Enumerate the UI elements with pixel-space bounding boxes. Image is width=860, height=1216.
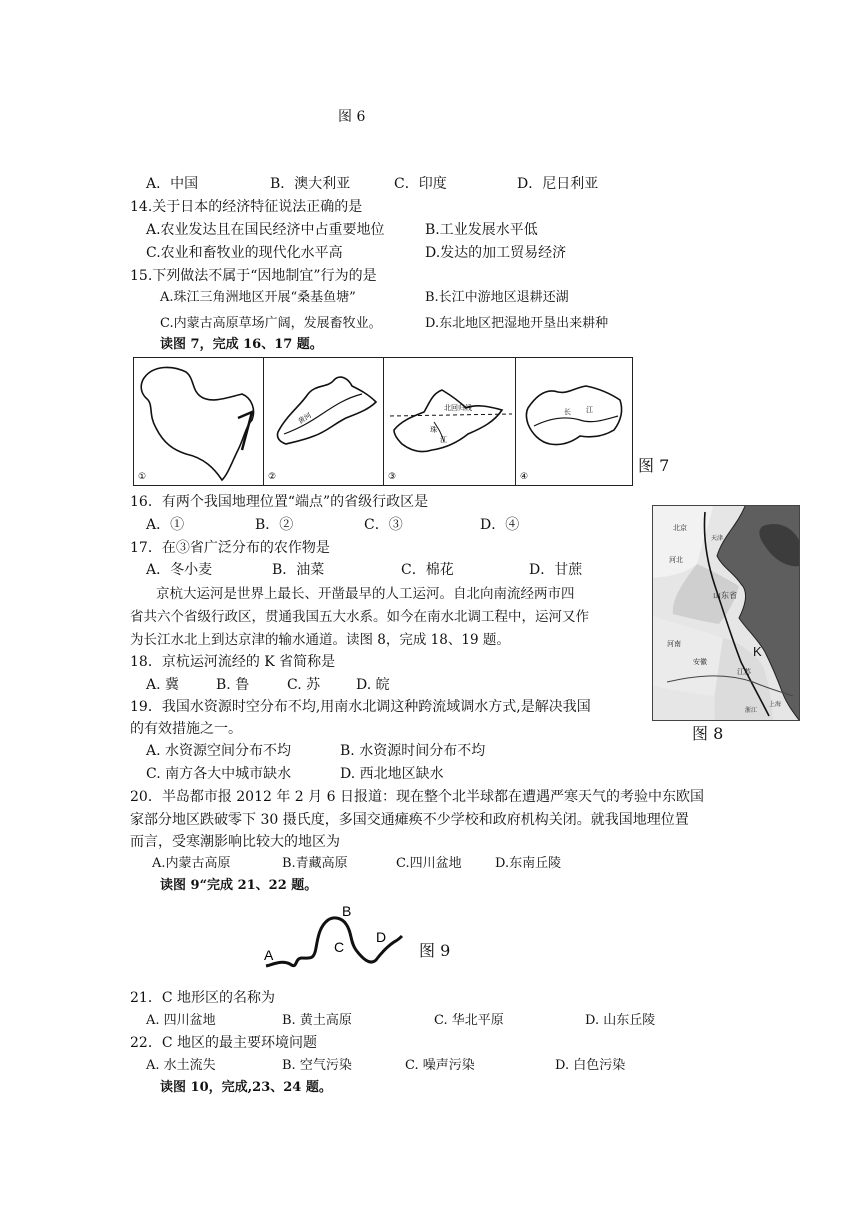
tropic-label: 北回归线 [444,404,472,412]
hubei-outline [527,386,622,445]
q20-option-c: C.四川盆地 [396,856,462,871]
passage-line-1: 京杭大运河是世界上最长、开凿最早的人工运河。自北向南流经两市四 [156,586,575,602]
fig8-map [652,505,800,721]
yangtze-label-1: 长 [564,408,571,416]
passage-line-2: 省共六个省级行政区，贯通我国五大水系。如今在南水北调工程中，运河又作 [130,609,589,625]
q22-option-c: C. 噪声污染 [405,1058,475,1073]
q15-option-d: D.东北地区把湿地开垦出来耕种 [425,316,609,331]
q19-stem-line-1: 19．我国水资源时空分布不均,用南水北调这种跨流域调水方式,是解决我国 [130,699,591,715]
q22-option-d: D. 白色污染 [555,1058,626,1073]
pearl-river-label-2: 江 [440,436,447,444]
q20-option-a: A.内蒙古高原 [152,856,231,871]
q22-stem: 22．C 地区的最主要环境问题 [130,1035,317,1051]
q19-option-c: C. 南方各大中城市缺水 [146,766,292,782]
fig8-label-shanghai: 上海 [769,701,782,708]
q15-option-a: A.珠江三角洲地区开展“桑基鱼塘” [160,290,356,305]
q15-option-b: B.长江中游地区退耕还湖 [425,290,569,305]
pearl-river-label-1: 珠 [430,426,437,434]
read-fig10-instruction: 读图 10，完成,23、24 题。 [160,1080,332,1095]
fig8-caption: 图 8 [692,724,724,743]
fig8-label-tianjin: 天津 [711,535,724,542]
q13-option-a: A．中国 [146,176,199,192]
q22-option-b: B. 空气污染 [282,1058,352,1073]
fig7-panel-2-number: ② [268,472,277,482]
q19-option-b: B. 水资源时间分布不均 [340,743,486,759]
q20-stem-line-3: 而言，受寒潮影响比较大的地区为 [130,834,340,850]
fig7-panel-4-number: ④ [520,472,529,482]
fig9-diagram [258,900,408,980]
q21-stem: 21．C 地形区的名称为 [130,990,275,1006]
fig9-label-a: A [264,947,274,963]
yellow-river-label: 黄河 [296,411,313,426]
q14-option-c: C.农业和畜牧业的现代化水平高 [146,245,343,261]
q15-option-c: C.内蒙古高原草场广阔，发展畜牧业。 [160,316,382,331]
read-fig7-instruction: 读图 7，完成 16、17 题。 [160,337,323,352]
q17-option-b: B．油菜 [272,562,325,578]
fig6-caption: 图 6 [338,109,366,125]
guangdong-outline [394,390,502,452]
fig9-label-b: B [342,903,352,919]
q21-option-d: D. 山东丘陵 [585,1013,656,1028]
fig7-panel-1 [133,357,265,486]
q22-option-a: A. 水土流失 [146,1058,216,1073]
fig7-panel-1-number: ① [138,472,147,482]
fig8-label-anhui: 安徽 [693,658,707,666]
q16-option-d: D．④ [480,517,520,533]
q20-stem-line-2: 家部分地区跌破零下 30 摄氏度，多国交通瘫痪不少学校和政府机构关闭。就我国地理位置 [130,812,689,828]
q17-stem: 17．在③省广泛分布的农作物是 [130,540,330,556]
q16-option-b: B．② [255,517,294,533]
q13-option-c: C．印度 [394,176,447,192]
q20-stem-line-1: 20．半岛都市报 2012 年 2 月 6 日报道：现在整个北半球都在遭遇严寒天气的考验中东欧国 [130,789,704,805]
passage-line-3: 为长江水北上到达京津的输水通道。读图 8，完成 18、19 题。 [130,632,510,648]
q15-stem: 15.下列做法不属于“因地制宜”行为的是 [130,268,377,284]
q18-stem: 18．京杭运河流经的 K 省简称是 [130,654,336,670]
q19-stem-line-2: 的有效措施之一。 [130,721,242,737]
heilongjiang-outline [141,367,253,480]
q17-option-d: D．甘蔗 [529,562,583,578]
q13-option-d: D．尼日利亚 [517,176,599,192]
q20-option-b: B.青藏高原 [282,856,348,871]
q18-option-c: C. 苏 [287,677,321,693]
fig9-label-c: C [334,939,345,955]
q16-stem: 16．有两个我国地理位置“端点”的省级行政区是 [130,494,429,510]
q14-option-b: B.工业发展水平低 [425,222,538,238]
read-fig9-instruction: 读图 9“完成 21、22 题。 [160,878,318,893]
q19-option-a: A. 水资源空间分布不均 [146,743,292,759]
q13-option-b: B．澳大利亚 [270,176,351,192]
fig7-panel-2 [263,357,385,486]
q21-option-b: B. 黄土高原 [282,1013,352,1028]
fig9-caption: 图 9 [419,941,451,960]
q21-option-c: C. 华北平原 [434,1013,504,1028]
fig9-label-d: D [376,929,387,945]
q16-option-c: C．③ [364,517,403,533]
fig8-label-hebei: 河北 [669,556,683,564]
q18-option-d: D. 皖 [356,677,390,693]
q17-option-a: A．冬小麦 [146,562,213,578]
q19-option-d: D. 西北地区缺水 [340,766,444,782]
yangtze-label-2: 江 [586,406,593,414]
fig8-k-label: K [753,644,762,659]
q20-option-d: D.东南丘陵 [495,856,562,871]
q17-option-c: C．棉花 [401,562,454,578]
fig8-label-henan: 河南 [667,640,681,648]
fig7-panel-3 [383,357,517,486]
q14-stem: 14.关于日本的经济特征说法正确的是 [130,199,363,215]
fig7-panel-3-number: ③ [388,472,397,482]
fig8-label-zhejiang: 浙江 [745,707,758,714]
q21-option-a: A. 四川盆地 [146,1013,216,1028]
q18-option-b: B. 鲁 [216,677,250,693]
q16-option-a: A．① [146,517,185,533]
fig8-label-jiangsu: 江苏 [737,668,751,676]
fig8-label-shandong: 山东省 [713,591,737,600]
fig8-label-beijing: 北京 [673,524,687,532]
q14-option-a: A.农业发达且在国民经济中占重要地位 [146,222,385,238]
q18-option-a: A. 冀 [146,677,180,693]
fig7-caption: 图 7 [638,456,670,475]
fig7-panel-4 [515,357,633,486]
q14-option-d: D.发达的加工贸易经济 [425,245,567,261]
